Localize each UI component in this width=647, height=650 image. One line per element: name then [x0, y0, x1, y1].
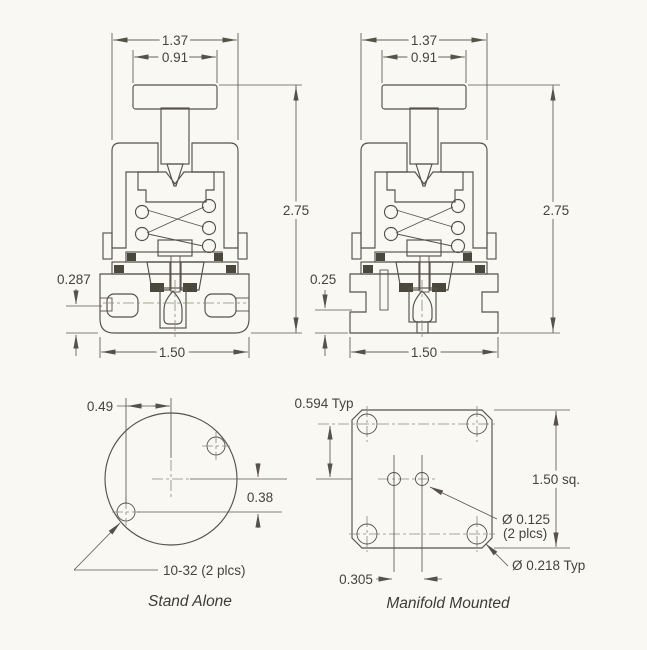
note-port-dia-qty: (2 plcs): [503, 526, 548, 541]
dims-stand-alone-section: [57, 33, 309, 360]
dim-knob-width-left: 0.91: [161, 50, 189, 65]
section-view-manifold: [350, 85, 498, 340]
dim-body-width-left: 1.37: [161, 33, 189, 48]
dim-hole-offset-y: 0.38: [246, 490, 274, 505]
dim-shoulder: 0.25: [310, 272, 337, 287]
dim-body-width-right: 1.37: [410, 33, 438, 48]
bottom-view-manifold: [294, 396, 585, 612]
dim-outline-size: 1.50 sq.: [531, 472, 581, 487]
thread-note: 10-32 (2 plcs): [163, 563, 246, 578]
bottom-view-stand-alone: [74, 398, 287, 610]
dim-height-right: 2.75: [542, 203, 570, 218]
note-mount-hole-dia: Ø 0.218 Typ: [512, 558, 586, 573]
section-view-stand-alone: [100, 85, 249, 340]
note-port-dia: Ø 0.125: [502, 512, 551, 527]
dim-port-centerline: 0.287: [57, 272, 91, 287]
caption-manifold: Manifold Mounted: [386, 595, 510, 612]
dim-knob-width-right: 0.91: [410, 50, 438, 65]
dims-manifold-section: [310, 33, 569, 360]
dim-height-left: 2.75: [282, 203, 310, 218]
dim-port-pitch: 0.305: [339, 572, 373, 587]
dim-hole-offset-x: 0.49: [86, 399, 114, 414]
caption-stand-alone: Stand Alone: [148, 593, 232, 610]
dim-base-width-left: 1.50: [158, 345, 186, 360]
dim-corner-hole-pitch: 0.594 Typ: [294, 396, 354, 411]
dim-base-width-right: 1.50: [410, 345, 438, 360]
